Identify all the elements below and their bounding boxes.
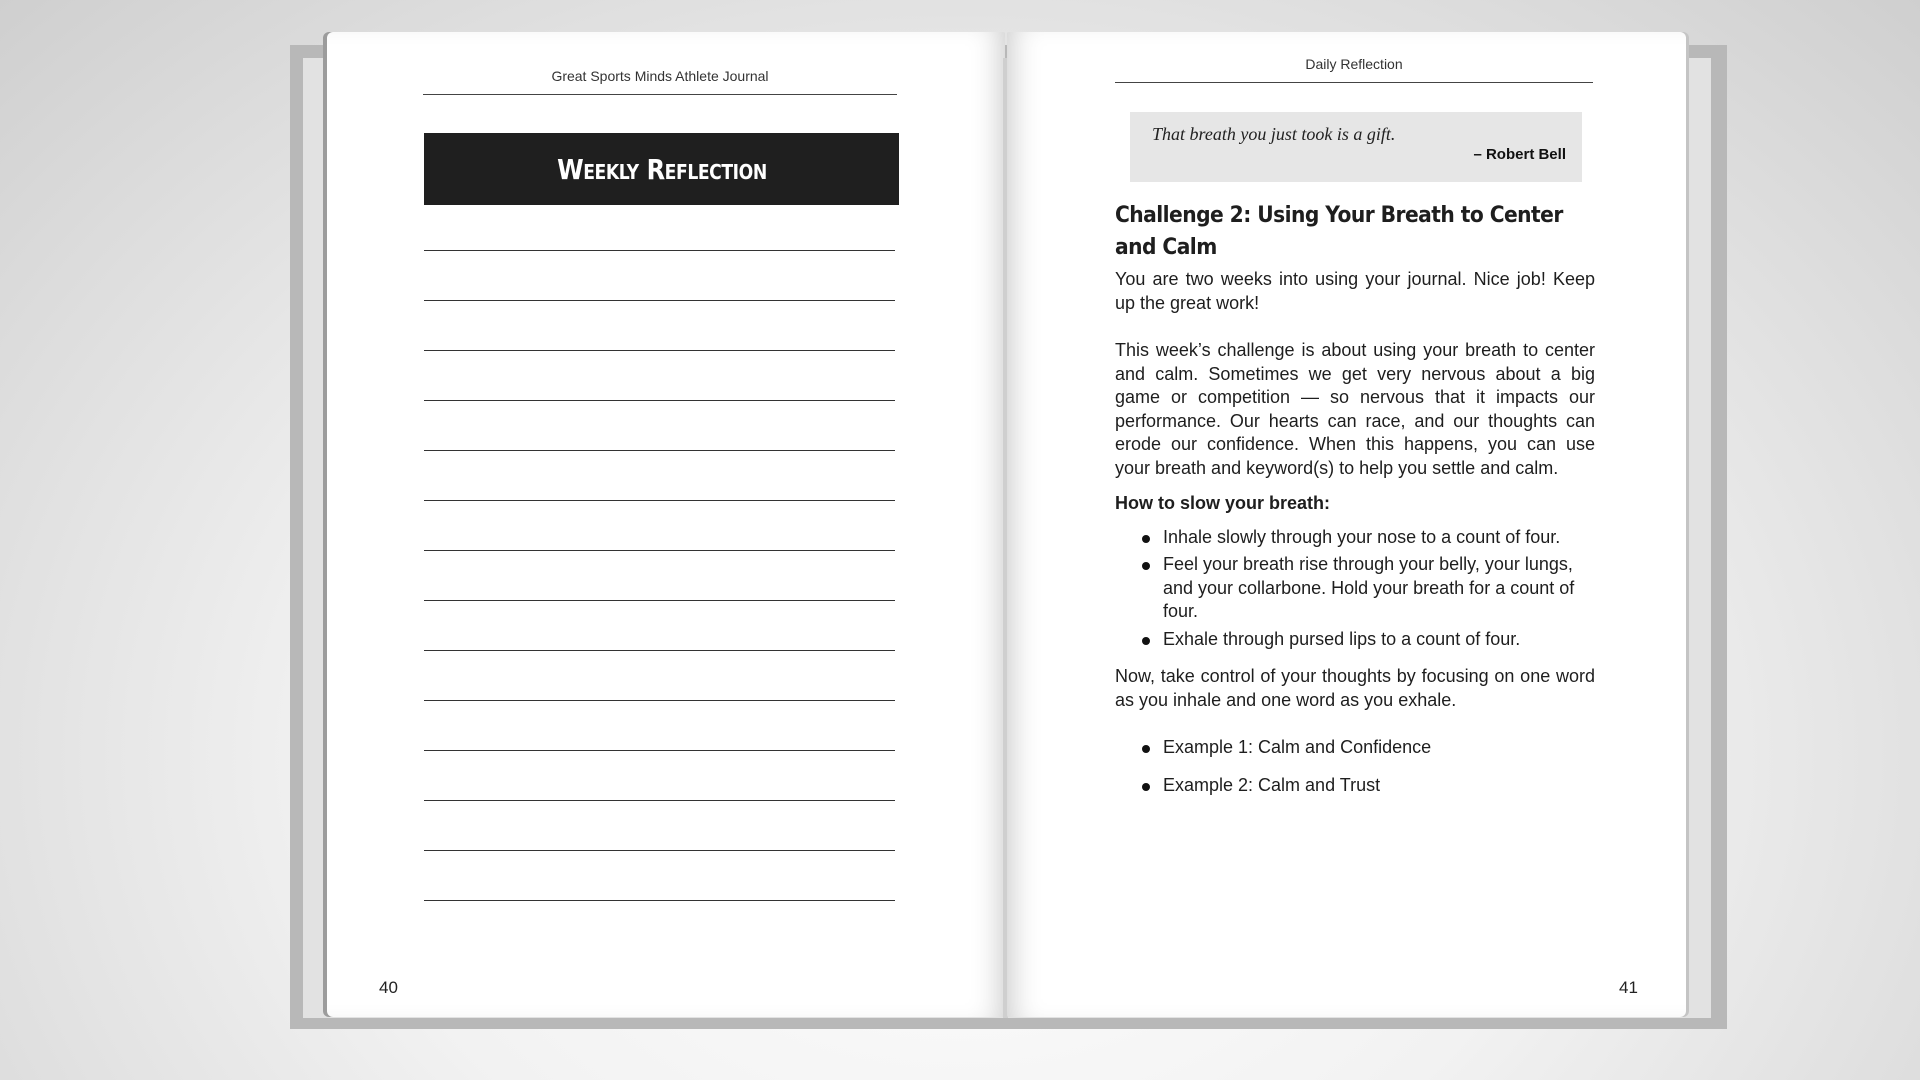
weekly-reflection-banner <box>424 133 899 205</box>
writing-line <box>424 500 895 501</box>
banner-title: Weekly Reflection <box>556 152 767 186</box>
writing-line <box>424 700 895 701</box>
list-item: Exhale through pursed lips to a count of four. <box>1115 628 1595 652</box>
writing-line <box>424 400 895 401</box>
writing-line <box>424 350 895 351</box>
examples-list <box>1115 736 1595 797</box>
left-running-head: Great Sports Minds Athlete Journal <box>423 68 897 95</box>
right-page <box>1007 32 1686 1017</box>
right-running-head: Daily Reflection <box>1115 56 1593 83</box>
breath-steps-list <box>1115 526 1595 652</box>
challenge-heading: Challenge 2: Using Your Breath to Center and Calm <box>1115 203 1563 260</box>
quote-text: That breath you just took is a gift. <box>1152 124 1396 144</box>
intro-paragraph: You are two weeks into using your journal. Nice job! Keep up the great work! <box>1115 269 1595 313</box>
list-item: Example 1: Calm and Confidence <box>1115 736 1595 760</box>
writing-line <box>424 800 895 801</box>
left-page-number: 40 <box>379 978 398 997</box>
list-item: Inhale slowly through your nose to a count of four. <box>1115 526 1595 550</box>
writing-line <box>424 650 895 651</box>
left-page <box>327 32 1005 1017</box>
how-to-heading: How to slow your breath: <box>1115 493 1331 513</box>
writing-line <box>424 750 895 751</box>
quote-box <box>1130 112 1582 182</box>
list-item: Example 2: Calm and Trust <box>1115 774 1595 798</box>
closing-paragraph: Now, take control of your thoughts by focusing on one word as you inhale and one word as you exhale. <box>1115 666 1595 710</box>
writing-line <box>424 600 895 601</box>
writing-line <box>424 550 895 551</box>
quote-author: – Robert Bell <box>1473 146 1566 163</box>
list-item: Feel your breath rise through your belly, your lungs, and your collarbone. Hold your breath for a count of four. <box>1115 553 1595 624</box>
writing-line <box>424 450 895 451</box>
writing-line <box>424 250 895 251</box>
writing-line <box>424 900 895 901</box>
challenge-content <box>1115 200 1595 811</box>
writing-line <box>424 300 895 301</box>
right-page-number: 41 <box>1619 978 1638 997</box>
writing-line <box>424 850 895 851</box>
challenge-paragraph: This week’s challenge is about using your breath to center and calm. Sometimes we get very nervous about a big game or competition — so nervous that it impacts our performance. Our hearts can race, and our thoughts can erode our confidence. When this happens, you can use your breath and keyword(s) to help you settle and calm. <box>1115 340 1595 478</box>
